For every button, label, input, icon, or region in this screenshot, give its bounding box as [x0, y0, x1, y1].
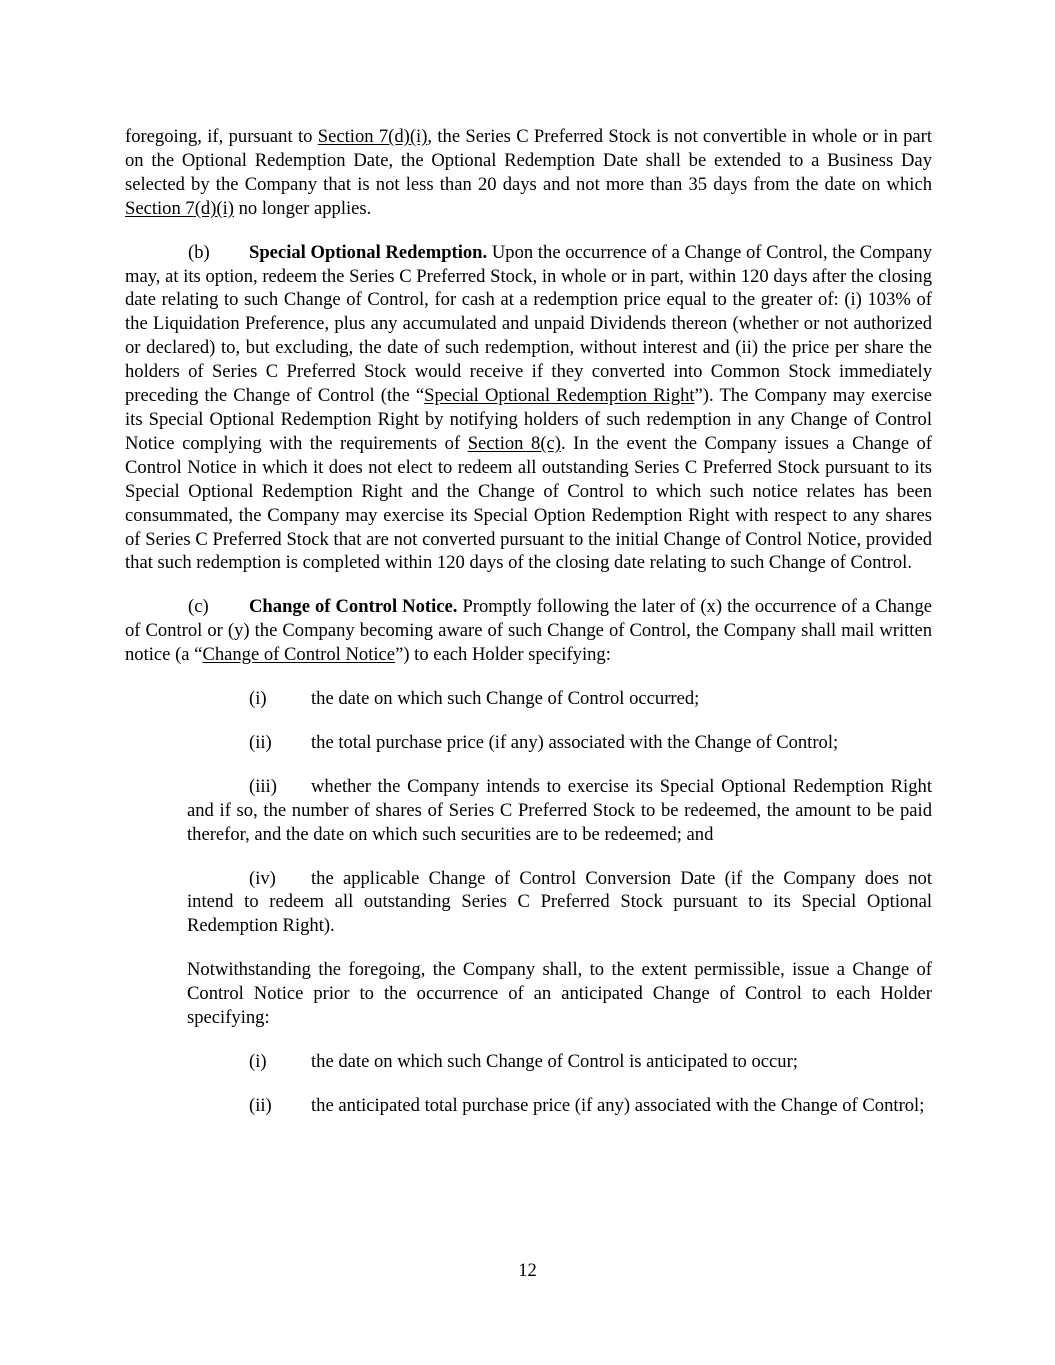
list-item-label: (ii): [249, 731, 272, 753]
paragraph-label: (b): [188, 241, 210, 263]
list-item: [187, 1050, 932, 1074]
document-page: [125, 125, 932, 1118]
list-item-text: the date on which such Change of Control occurred;: [311, 688, 700, 710]
list-item: [187, 687, 932, 711]
paragraph-continued: [125, 125, 932, 221]
text-run: Upon the occurrence of a Change of Control, the Company may, at its option, redeem the Series C Preferred Stock, in whole or in part, within 120 days after the closing date relating to such Change of Control, for cash at a redemption price equal to the greater of: (i) 103% of the Liquidation Preference, plus any accumulated and unpaid Dividends thereon (whether or not authorized or declared) to, but excluding, the date of such redemption, without interest and (ii) the price per share the holders of Series C Preferred Stock would receive if they converted into Common Stock immediately preceding the Change of Control (the “: [125, 241, 933, 407]
list-item: [187, 1094, 932, 1118]
list-item-label: (i): [249, 688, 267, 710]
paragraph-notwithstanding: Notwithstanding the foregoing, the Company shall, to the extent permissible, issue a Change of Control Notice prior to the occurrence of an anticipated Change of Control to each Holder specifying:: [187, 959, 932, 1029]
list-item: [187, 731, 932, 755]
text-run: ”) to each Holder specifying:: [395, 644, 611, 666]
section-reference: Section 8(c): [467, 432, 561, 454]
list-item: [187, 867, 932, 939]
text-run: ”). The Company may exercise its Special Optional Redemption Right by notifying holders of such redemption in any Change of Control Notice complying with the requirements of: [125, 385, 932, 454]
text-run: , the Series C Preferred Stock is not convertible in whole or in part on the Optional Redemption Date, the Optional Redemption Date shall be extended to a Business Day selected by the Company that is not less than 20 days and not more than 35 days from the date on which: [125, 126, 932, 195]
list-item-label: (i): [249, 1051, 267, 1072]
text-run: . In the event the Company issues a Change of Control Notice in which it does not elect to redeem all outstanding Series C Preferred Stock pursuant to its Special Optional Redemption Right and the Change of Control to which such notice relates has been consummated, the Company may exercise its Special Option Redemption Right with respect to any shares of Series C Preferred Stock that are not converted pursuant to the initial Change of Control Notice, provided that such redemption is completed within 120 days of the closing date relating to such Change of Control.: [125, 432, 932, 574]
list-item-text: the anticipated total purchase price (if any) associated with the Change of Control;: [311, 1094, 925, 1116]
list-item-text: whether the Company intends to exercise its Special Optional Redemption Right and if so, the number of shares of Series C Preferred Stock to be redeemed, the amount to be paid therefor, and the date on which such securities are to be redeemed; and: [187, 775, 932, 845]
paragraph-label: (c): [188, 596, 209, 618]
paragraph-c: [125, 595, 932, 667]
list-item-text: the date on which such Change of Control is anticipated to occur;: [311, 1051, 798, 1072]
text-run: Promptly following the later of (x) the occurrence of a Change of Control or (y) the Company becoming aware of such Change of Control, the Company shall mail written notice (a “: [125, 596, 932, 666]
list-item-label: (iv): [249, 867, 276, 889]
list-item-text: the applicable Change of Control Conversion Date (if the Company does not intend to redeem all outstanding Series C Preferred Stock pursuant to its Special Optional Redemption Right).: [187, 867, 932, 937]
list-item-label: (ii): [249, 1094, 272, 1116]
defined-term: Change of Control Notice: [202, 644, 396, 666]
paragraph-heading: Special Optional Redemption.: [249, 241, 488, 263]
paragraph-b: [125, 241, 932, 576]
list-item-text: the total purchase price (if any) associated with the Change of Control;: [311, 731, 839, 753]
section-reference: Section 7(d)(i): [125, 197, 234, 219]
defined-term: Special Optional Redemption Right: [424, 385, 695, 407]
text-run: no longer applies.: [233, 197, 372, 219]
list-item: [187, 775, 932, 847]
list-item-label: (iii): [249, 775, 277, 797]
page-number: 12: [518, 1260, 537, 1281]
paragraph-heading: Change of Control Notice.: [249, 596, 458, 618]
section-reference: Section 7(d)(i): [317, 126, 428, 147]
text-run: foregoing, if, pursuant to: [125, 126, 318, 147]
